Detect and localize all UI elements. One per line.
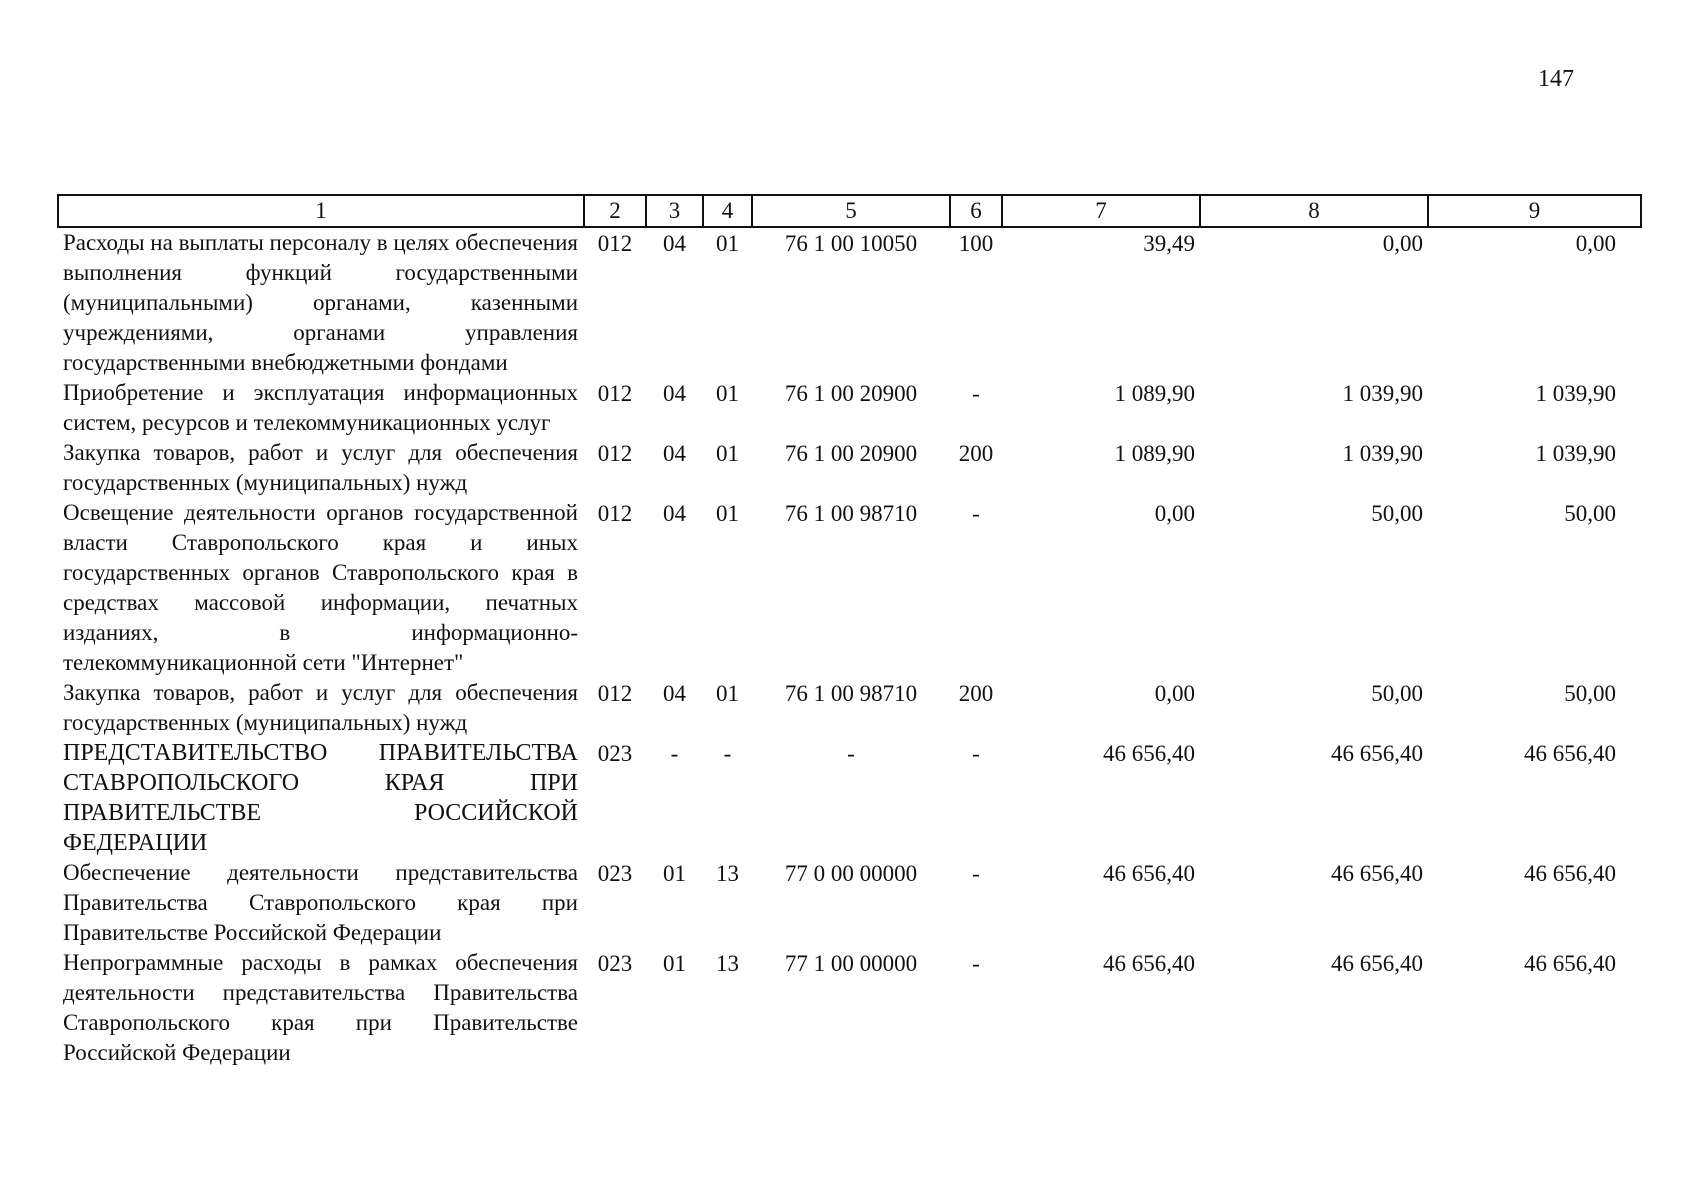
- table-row: [58, 227, 1641, 378]
- target-article-code: 76 1 00 20900: [784, 381, 918, 406]
- expense-type-code: -: [972, 951, 980, 976]
- column-header-6: 6: [950, 195, 1002, 227]
- section-code: 04: [663, 681, 686, 706]
- expense-type-code: -: [972, 501, 980, 526]
- amount-col-7: 0,00: [1154, 501, 1195, 526]
- amount-col-8: 1 039,90: [1342, 381, 1423, 406]
- ministry-code: 023: [597, 951, 633, 976]
- column-header-8: 8: [1200, 195, 1428, 227]
- section-code: 04: [663, 381, 686, 406]
- amount-col-9: 50,00: [1564, 501, 1616, 526]
- table-row: [58, 858, 1641, 948]
- expense-name: Непрограммные расходы в рамках обеспечения деятельности представительства Правительства Ставропольского края при Правительстве Российской Федерации: [63, 950, 578, 1065]
- amount-col-9: 46 656,40: [1524, 741, 1616, 766]
- target-article-code: 76 1 00 20900: [784, 441, 918, 466]
- table-row: [58, 738, 1641, 858]
- subsection-code: 13: [716, 861, 739, 886]
- expense-type-code: -: [972, 381, 980, 406]
- table-row: [58, 678, 1641, 738]
- subsection-code: 01: [716, 381, 739, 406]
- amount-col-7: 0,00: [1154, 681, 1195, 706]
- section-code: -: [670, 741, 679, 766]
- subsection-code: 01: [716, 231, 739, 256]
- ministry-code: 012: [597, 681, 633, 706]
- section-code: 04: [663, 231, 686, 256]
- expense-type-code: 200: [958, 441, 994, 466]
- ministry-code: 012: [597, 231, 633, 256]
- ministry-code: 012: [597, 381, 633, 406]
- section-code: 04: [663, 441, 686, 466]
- amount-col-8: 50,00: [1371, 501, 1423, 526]
- amount-col-8: 50,00: [1371, 681, 1423, 706]
- page-number: 147: [1538, 66, 1574, 92]
- table-row: [58, 438, 1641, 498]
- subsection-code: 01: [716, 441, 739, 466]
- expense-type-code: -: [972, 861, 980, 886]
- amount-col-8: 1 039,90: [1342, 441, 1423, 466]
- amount-col-7: 46 656,40: [1103, 951, 1195, 976]
- expense-type-code: -: [972, 741, 980, 766]
- amount-col-7: 46 656,40: [1103, 861, 1195, 886]
- expense-type-code: 200: [958, 681, 994, 706]
- expense-name: ПРЕДСТАВИТЕЛЬСТВО ПРАВИТЕЛЬСТВА СТАВРОПОЛЬСКОГО КРАЯ ПРИ ПРАВИТЕЛЬСТВЕ РОССИЙСКОЙ ФЕДЕРАЦИИ: [63, 740, 578, 856]
- expense-type-code: 100: [958, 231, 994, 256]
- expense-name: Обеспечение деятельности представительства Правительства Ставропольского края при Правительстве Российской Федерации: [63, 860, 578, 945]
- expense-name: Закупка товаров, работ и услуг для обеспечения государственных (муниципальных) нужд: [63, 680, 578, 735]
- amount-col-9: 46 656,40: [1524, 951, 1616, 976]
- table-row: [58, 948, 1641, 1068]
- amount-col-9: 1 039,90: [1535, 381, 1616, 406]
- target-article-code: 76 1 00 10050: [784, 231, 918, 256]
- subsection-code: 01: [716, 501, 739, 526]
- column-header-7: 7: [1002, 195, 1200, 227]
- ministry-code: 012: [597, 441, 633, 466]
- amount-col-9: 50,00: [1564, 681, 1616, 706]
- table-row: [58, 378, 1641, 438]
- amount-col-9: 46 656,40: [1524, 861, 1616, 886]
- target-article-code: 76 1 00 98710: [784, 681, 918, 706]
- table-row: [58, 498, 1641, 678]
- column-header-2: 2: [584, 195, 646, 227]
- column-header-4: 4: [703, 195, 752, 227]
- column-number-header-row: [58, 195, 1641, 227]
- expense-name: Освещение деятельности органов государственной власти Ставропольского края и иных государственных органов Ставропольского края в средствах массовой информации, печатных изданиях, в информационно-телекоммуникационной сети "Интернет": [63, 500, 578, 675]
- section-code: 01: [663, 861, 686, 886]
- amount-col-8: 46 656,40: [1331, 741, 1423, 766]
- amount-col-8: 46 656,40: [1331, 861, 1423, 886]
- section-code: 04: [663, 501, 686, 526]
- budget-table: [57, 194, 1642, 1068]
- column-header-9: 9: [1428, 195, 1641, 227]
- subsection-code: 13: [716, 951, 739, 976]
- target-article-code: 77 0 00 00000: [784, 861, 918, 886]
- ministry-code: 012: [597, 501, 633, 526]
- subsection-code: -: [723, 741, 732, 766]
- column-header-1: 1: [58, 195, 584, 227]
- target-article-code: -: [847, 741, 855, 766]
- column-header-5: 5: [752, 195, 950, 227]
- target-article-code: 77 1 00 00000: [784, 951, 918, 976]
- amount-col-7: 39,49: [1143, 231, 1195, 256]
- target-article-code: 76 1 00 98710: [784, 501, 918, 526]
- expense-name: Закупка товаров, работ и услуг для обеспечения государственных (муниципальных) нужд: [63, 440, 578, 495]
- amount-col-8: 46 656,40: [1331, 951, 1423, 976]
- ministry-code: 023: [597, 741, 633, 766]
- amount-col-8: 0,00: [1382, 231, 1423, 256]
- ministry-code: 023: [597, 861, 633, 886]
- amount-col-9: 0,00: [1575, 231, 1616, 256]
- amount-col-9: 1 039,90: [1535, 441, 1616, 466]
- expense-name: Расходы на выплаты персоналу в целях обеспечения выполнения функций государственными (муниципальными) органами, казенными учреждениями, органами управления государственными внебюджетными фондами: [63, 230, 578, 375]
- expense-name: Приобретение и эксплуатация информационных систем, ресурсов и телекоммуникационных услуг: [63, 380, 578, 435]
- amount-col-7: 1 089,90: [1114, 441, 1195, 466]
- amount-col-7: 1 089,90: [1114, 381, 1195, 406]
- amount-col-7: 46 656,40: [1103, 741, 1195, 766]
- subsection-code: 01: [716, 681, 739, 706]
- column-header-3: 3: [646, 195, 703, 227]
- section-code: 01: [663, 951, 686, 976]
